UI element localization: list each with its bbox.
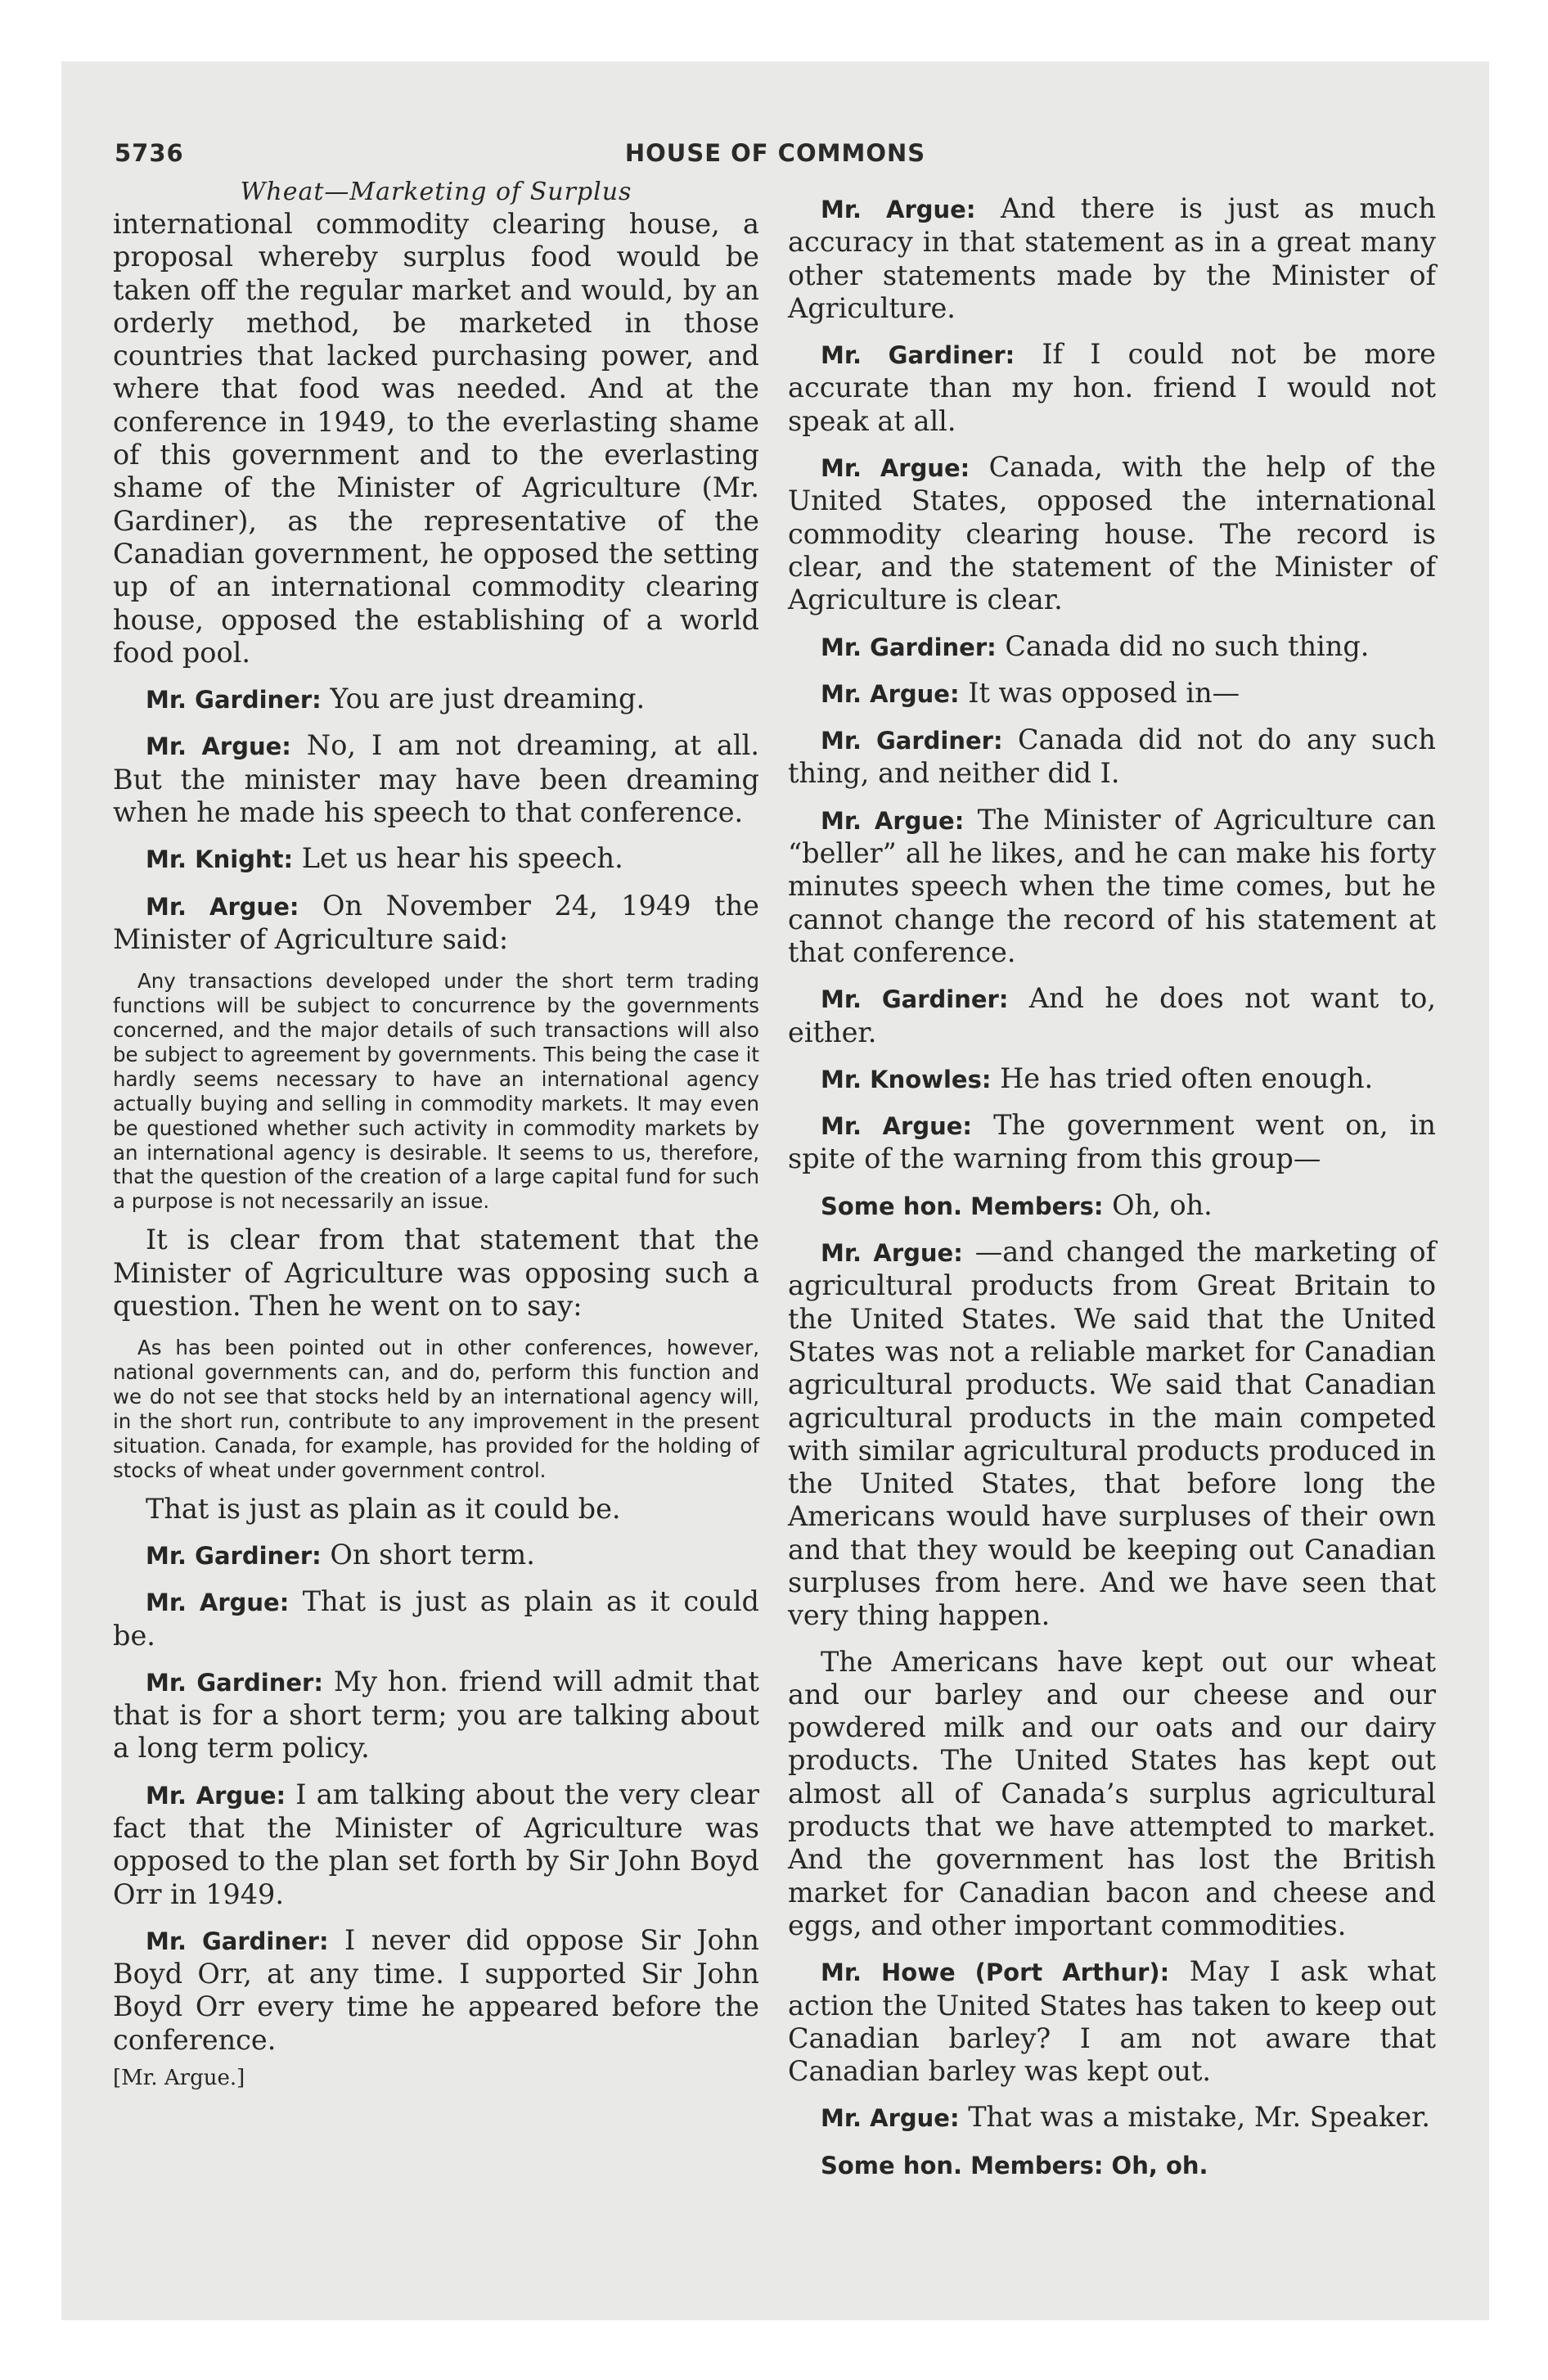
speech-text: Canada did not do any such thing, and neither did I. [788, 723, 1436, 790]
speaker-name: Mr. Gardiner: [821, 727, 1003, 755]
speaker-name: Mr. Gardiner: [146, 1668, 323, 1697]
speaker-name: Mr. Knight: [146, 845, 294, 874]
speech-paragraph [113, 1539, 759, 1572]
speech-paragraph [788, 630, 1436, 664]
speech-paragraph [113, 842, 759, 876]
speech-text: Let us hear his speech. [293, 842, 623, 875]
speech-text: No, I am not dreaming, at all. But the minister may have been dreaming when he made his speech to that conference. [113, 729, 759, 829]
speaker-name: Mr. Howe (Port Arthur): [821, 1959, 1170, 1987]
speaker-name: Mr. Argue: [821, 679, 960, 708]
speech-text: You are just dreaming. [321, 683, 646, 715]
speech-paragraph [788, 723, 1436, 791]
speech-text: That was a mistake, Mr. Speaker. [959, 2101, 1431, 2134]
speech-text: On short term. [321, 1538, 535, 1571]
paragraph: That is just as plain as it could be. [146, 1492, 621, 1525]
speaker-attribution: [Mr. Argue.] [113, 2066, 245, 2091]
speech-text: Oh, oh. [1103, 2151, 1208, 2179]
speech-paragraph [788, 2148, 1436, 2182]
speech-paragraph [788, 677, 1436, 710]
speech-text: On November 24, 1949 the Minister of Agriculture said: [113, 889, 759, 955]
speech-paragraph [788, 338, 1436, 438]
speaker-name: Mr. Gardiner: [146, 686, 322, 714]
speech-paragraph [113, 1778, 759, 1911]
hansard-page [61, 61, 1489, 2320]
speaker-name: Mr. Argue: [821, 806, 965, 835]
speech-text: That is just as plain as it could be. [113, 1585, 759, 1652]
speech-text: I am talking about the very clear fact that the Minister of Agriculture was opposed to the plan set forth by Sir John Boyd Orr in 1949. [113, 1778, 759, 1910]
paragraph: international commodity clearing house, a proposal whereby surplus food would be taken off the regular market and would, by an orderly method, be marketed in those countries that lacked purchasing power, and where that food was needed. And at the conference in 1949, to the everlasting shame of this government and to the everlasting shame of the Minister of Agriculture (Mr. Gardiner), as the representative of the Canadian government, he opposed the setting up of an international commodity clearing house, opposed the establishing of a world food pool. [113, 208, 759, 669]
page-number: 5736 [115, 139, 184, 167]
paragraph: The Americans have kept out our wheat and our barley and our cheese and our powdered milk and our oats and our dairy products. The United States has kept out almost all of Canada’s surplus agricultural products that we have attempted to market. And the government has lost the British market for Canadian bacon and cheese and eggs, and other important commodities. [788, 1645, 1436, 1941]
speech-text: It was opposed in— [959, 676, 1240, 709]
speech-paragraph [113, 1585, 759, 1652]
speaker-name: Mr. Argue: [821, 2104, 960, 2133]
right-column [788, 192, 1436, 2195]
speech-text: Canada did no such thing. [996, 629, 1370, 662]
speech-paragraph [113, 890, 759, 957]
speaker-name: Mr. Argue: [146, 1589, 290, 1617]
speech-paragraph [788, 1955, 1436, 2088]
speech-text: The government went on, in spite of the warning from this group— [788, 1109, 1436, 1175]
speaker-name: Mr. Knowles: [821, 1065, 992, 1093]
page-title: HOUSE OF COMMONS [624, 139, 926, 167]
section-subtitle: Wheat—Marketing of Surplus [240, 178, 632, 206]
speaker-name: Mr. Argue: [146, 732, 291, 761]
speaker-name: Mr. Argue: [146, 1781, 286, 1810]
page-header [115, 139, 1436, 172]
block-quote: Any transactions developed under the short term trading functions will be subject to concurrence by the governments concerned, and the major details of such transactions will also be subject to agreement by governments. This being the case it hardly seems necessary to have an international agency actually buying and selling in commodity markets. It may even be questioned whether such activity in commodity markets by an international agency is desirable. It seems to us, therefore, that the question of the creation of a large capital fund for such a purpose is not necessarily an issue. [113, 969, 759, 1214]
speech-text: If I could not be more accurate than my hon. friend I would not speak at all. [788, 338, 1436, 437]
speaker-name: Mr. Argue: [821, 1239, 963, 1268]
left-column [113, 178, 759, 2104]
speech-text: Oh, oh. [1103, 1188, 1213, 1221]
speech-text: I never did oppose Sir John Boyd Orr, at any time. I supported Sir John Boyd Orr every time he appeared before the conference. [113, 1923, 759, 2056]
speech-text: And he does not want to, either. [788, 982, 1436, 1048]
speech-text: —and changed the marketing of agricultural products from Great Britain to the United States. We said that the United States was not a reliable market for Canadian agricultural products. We said that Canadian agricultural products in the main competed with similar agricultural products produced in the United States, that before long the Americans would have surpluses of their own and that they would be keeping out Canadian surpluses from here. And we have seen that very thing happen. [788, 1236, 1436, 1632]
speech-paragraph [788, 1189, 1436, 1223]
block-quote: As has been pointed out in other conferences, however, national governments can, and do, perform this function and we do not see that stocks held by an international agency will, in the short run, contribute to any improvement in the present situation. Canada, for example, has provided for the holding of stocks of wheat under government control. [113, 1336, 759, 1482]
speech-text: He has tried often enough. [991, 1062, 1374, 1094]
speech-paragraph [113, 1924, 759, 2057]
speaker-name: Mr. Argue: [821, 1112, 972, 1141]
speaker-name: Mr. Argue: [821, 454, 970, 483]
speaker-name: Mr. Gardiner: [821, 341, 1015, 370]
speech-paragraph [788, 1236, 1436, 1633]
speech-paragraph [788, 804, 1436, 969]
speech-paragraph [788, 451, 1436, 616]
speech-text: Canada, with the help of the United States, opposed the international commodity clearing house. The record is clear, and the statement of the Minister of Agriculture is clear. [788, 451, 1436, 616]
speech-paragraph [788, 192, 1436, 325]
speaker-name: Mr. Gardiner: [146, 1541, 322, 1570]
speaker-name: Mr. Argue: [821, 196, 976, 223]
speech-text: May I ask what action the United States has taken to keep out Canadian barley? I am not aware that Canadian barley was kept out. [788, 1955, 1436, 2088]
speech-paragraph [113, 683, 759, 716]
speech-paragraph [788, 1109, 1436, 1176]
speech-text: The Minister of Agriculture can “beller” all he likes, and he can make his forty minutes speech when the time comes, but he cannot change the record of his statement at that conference. [788, 803, 1436, 968]
speech-paragraph [788, 2101, 1436, 2134]
speech-text: And there is just as much accuracy in that statement as in a great many other statements made by the Minister of Agriculture. [788, 192, 1436, 324]
speech-paragraph [113, 1666, 759, 1765]
speech-paragraph [788, 982, 1436, 1049]
speaker-name: Mr. Gardiner: [821, 985, 1009, 1014]
speech-paragraph [113, 729, 759, 829]
speaker-name: Mr. Gardiner: [146, 1927, 329, 1955]
paragraph: It is clear from that statement that the Minister of Agriculture was opposing such a question. Then he went on to say: [113, 1224, 759, 1322]
speaker-name: Mr. Argue: [146, 892, 299, 921]
speaker-name: Some hon. Members: [821, 2151, 1104, 2179]
speaker-name: Some hon. Members: [821, 1192, 1104, 1220]
speech-text: My hon. friend will admit that that is for a short term; you are talking about a long term policy. [113, 1665, 759, 1765]
speech-paragraph [788, 1062, 1436, 1096]
speaker-name: Mr. Gardiner: [821, 633, 997, 661]
